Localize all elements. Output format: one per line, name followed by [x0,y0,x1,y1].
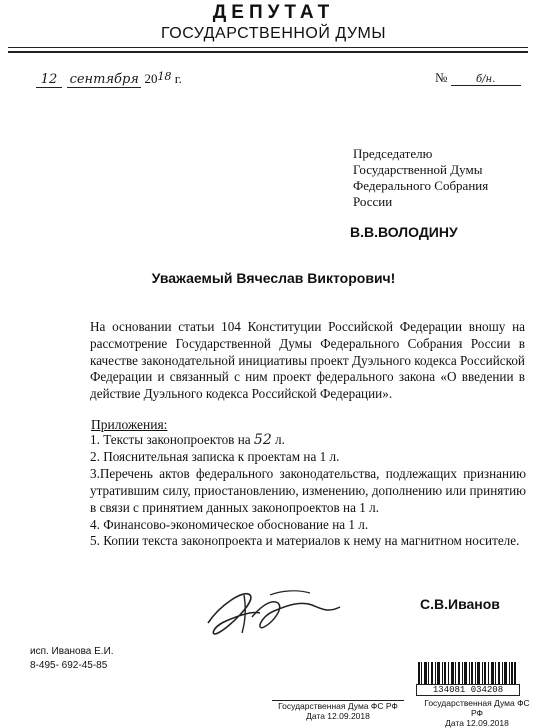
date-line [36,70,182,88]
letterhead-title: ДЕПУТАТ [212,2,335,23]
executor-block [30,645,114,673]
number-value: б/н. [451,74,521,86]
greeting: Уважаемый Вячеслав Викторович! [151,270,396,286]
date-year-mark: г. [174,71,182,86]
date-year-suffix: 18 [157,70,172,83]
recipient-line: Председателю [353,146,433,161]
attachment-item: 3.Перечень актов федерального законодательства, подлежащих признанию утратившим силу, приостановлению, изменению, дополнению или принятию в связи с принятием данных законопроектов на 1 л. [90,465,526,515]
body-paragraph-text: На основании статьи 104 Конституции Российской Федерации вношу на рассмотрение Государственной Думы Федерального Собрания России в качестве законодательной инициативы проект Дуэльного кодекса Российской Федерации и связанный с ним проект федерального закона «О введении в действие Дуэльного кодекса Российской Федерации». [90,319,525,402]
attachment-item: 5. Копии текста законопроекта и материалов к нему на магнитном носителе. [90,533,520,549]
date-month: сентября [67,72,141,88]
attachment-item-text: 1. Тексты законопроектов на [90,432,251,447]
recipient-block [353,146,488,210]
attachment-item: 2. Пояснительная записка к проектам на 1 л. [90,448,340,464]
stamp-left-date: Дата 12.09.2018 [306,711,370,721]
stamp-right-date: Дата 12.09.2018 [445,718,509,728]
attachment-item-suffix: л. [275,432,285,447]
addressee-name: В.В.ВОЛОДИНУ [350,224,458,240]
recipient-line: Федерального Собрания [353,178,489,193]
number-label: № [435,70,448,85]
attachment-item: 4. Финансово-экономическое обоснование на 1 л. [90,516,369,532]
header-rule-bottom [8,51,528,53]
attachment-item [90,432,526,449]
attachment-pages-handwritten: 52 [253,432,272,448]
recipient-line: России [353,194,393,209]
barcode [418,662,516,684]
body-paragraph [90,319,525,403]
attachments-title: Приложения: [91,417,168,432]
number-line [435,70,521,86]
date-day: 12 [36,72,62,88]
stamp-left-title: Государственная Дума ФС РФ [272,700,404,711]
barcode-number: 134081 034208 [416,684,520,696]
executor-name: исп. Иванова Е.И. [30,646,114,657]
handwritten-signature [200,583,350,643]
recipient-line: Государственной Думы [353,162,483,177]
signatory-name: С.В.Иванов [420,596,500,612]
registration-stamp-left [272,700,404,721]
attachments-list [90,432,526,550]
executor-phone: 8-495- 692-45-85 [30,660,108,671]
stamp-right-title: Государственная Дума ФС РФ [424,698,530,718]
registration-stamp-right [418,698,536,728]
date-year-prefix: 20 [144,71,158,86]
letterhead-subtitle: ГОСУДАРСТВЕННОЙ ДУМЫ [161,25,386,42]
header-rule-top [8,47,528,48]
